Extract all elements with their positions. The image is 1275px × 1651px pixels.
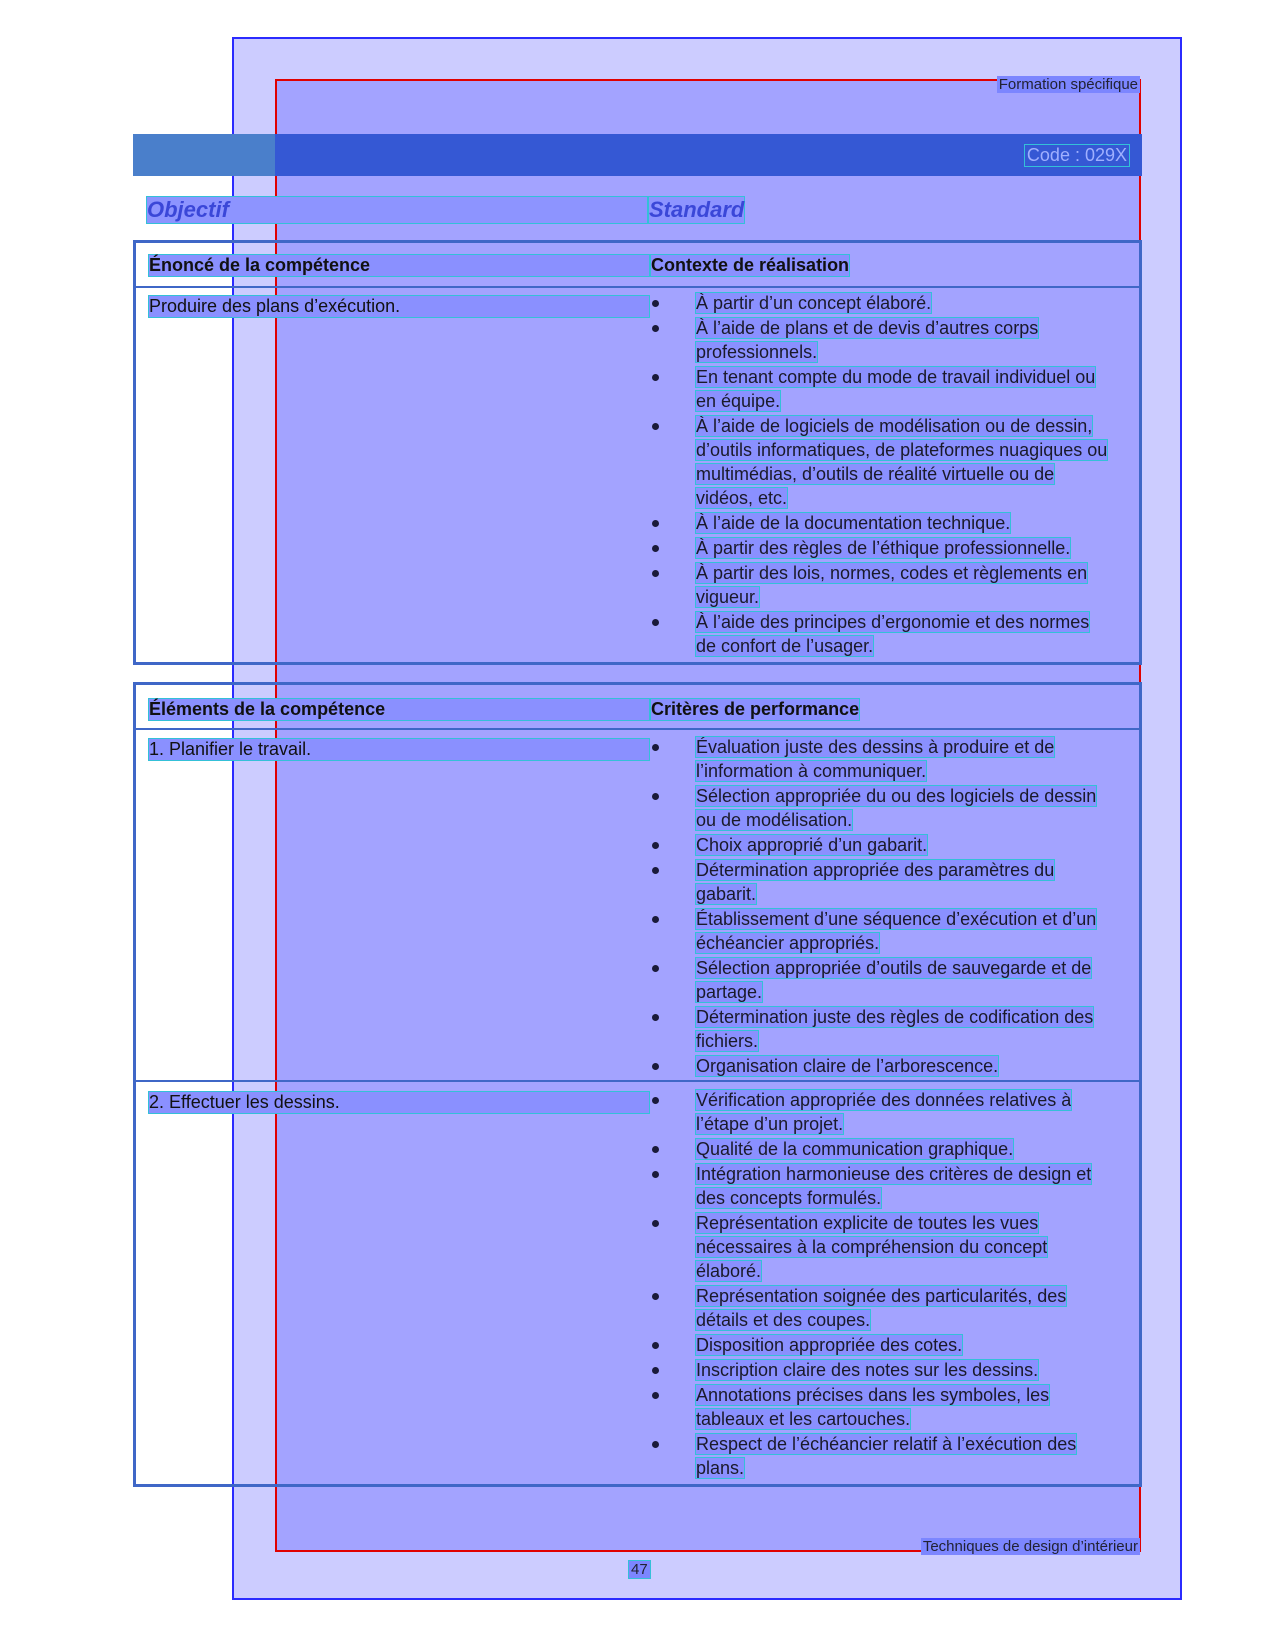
list-item-text: Disposition appropriée des cotes. (696, 1335, 963, 1355)
list-item-text: Détermination appropriée des paramètres du gabarit. (696, 860, 1055, 904)
competence-block (133, 240, 1142, 665)
criteria-list-2 (650, 1088, 1110, 1481)
list-item-text: Choix approprié d’un gabarit. (696, 835, 928, 855)
row-divider (136, 1080, 1139, 1082)
list-item (650, 956, 1110, 1004)
list-item-text: Annotations précises dans les symboles, les tableaux et les cartouches. (696, 1385, 1050, 1429)
list-item-text: Détermination juste des règles de codification des fichiers. (696, 1007, 1094, 1051)
header-divider (136, 728, 1139, 730)
list-item (650, 291, 1110, 315)
objectif-heading: Objectif (146, 196, 648, 224)
list-item-text: Organisation claire de l’arborescence. (696, 1056, 999, 1076)
header-divider (136, 286, 1139, 288)
list-item (650, 365, 1110, 413)
list-item (650, 316, 1110, 364)
list-item-text: À l’aide de logiciels de modélisation ou de dessin, d’outils informatiques, de plateformes nuagiques ou multimédias, d’outils de réalité virtuelle ou de vidéos, etc. (696, 416, 1108, 508)
list-item (650, 833, 1110, 857)
list-item (650, 1005, 1110, 1053)
list-item (650, 1162, 1110, 1210)
list-item (650, 1333, 1110, 1357)
list-item-text: Intégration harmonieuse des critères de design et des concepts formulés. (696, 1164, 1092, 1208)
list-item-text: Qualité de la communication graphique. (696, 1139, 1014, 1159)
list-item (650, 536, 1110, 560)
elements-header: Éléments de la compétence (148, 698, 650, 721)
list-item-text: À partir d’un concept élaboré. (696, 293, 932, 313)
list-item-text: Inscription claire des notes sur les dessins. (696, 1360, 1039, 1380)
contexte-header: Contexte de réalisation (651, 255, 850, 275)
competence-statement: Produire des plans d’exécution. (148, 295, 650, 318)
list-item-text: Établissement d’une séquence d’exécution et d’un échéancier appropriés. (696, 909, 1097, 953)
list-item (650, 1358, 1110, 1382)
context-list (650, 291, 1110, 659)
list-item-text: À partir des lois, normes, codes et règlements en vigueur. (696, 563, 1088, 607)
code-label: Code : 029X (1024, 144, 1130, 167)
list-item-text: À partir des règles de l’éthique professionnelle. (696, 538, 1071, 558)
element-2: 2. Effectuer les dessins. (148, 1091, 650, 1114)
list-item-text: À l’aide de plans et de devis d’autres corps professionnels. (696, 318, 1039, 362)
enonce-header: Énoncé de la compétence (148, 254, 650, 277)
list-item (650, 907, 1110, 955)
list-item (650, 858, 1110, 906)
list-item-text: À l’aide de la documentation technique. (696, 513, 1011, 533)
list-item (650, 561, 1110, 609)
criteres-header: Critères de performance (651, 699, 860, 719)
list-item (650, 511, 1110, 535)
list-item-text: Respect de l’échéancier relatif à l’exécution des plans. (696, 1434, 1077, 1478)
list-item-text: À l’aide des principes d’ergonomie et des normes de confort de l’usager. (696, 612, 1090, 656)
list-item (650, 1137, 1110, 1161)
list-item (650, 735, 1110, 783)
code-bar (133, 134, 1142, 176)
formation-label: Formation spécifique (998, 76, 1138, 93)
element-1: 1. Planifier le travail. (148, 738, 650, 761)
list-item-text: En tenant compte du mode de travail individuel ou en équipe. (696, 367, 1096, 411)
program-footer: Techniques de design d’intérieur (922, 1538, 1138, 1555)
list-item (650, 414, 1110, 510)
list-item (650, 1383, 1110, 1431)
list-item-text: Représentation soignée des particularités, des détails et des coupes. (696, 1286, 1067, 1330)
list-item (650, 784, 1110, 832)
page-number: 47 (628, 1560, 651, 1579)
list-item-text: Sélection appropriée du ou des logiciels de dessin ou de modélisation. (696, 786, 1097, 830)
list-item (650, 1284, 1110, 1332)
list-item (650, 610, 1110, 658)
list-item (650, 1054, 1110, 1078)
criteria-list-1 (650, 735, 1110, 1079)
list-item-text: Évaluation juste des dessins à produire et de l’information à communiquer. (696, 737, 1055, 781)
elements-block (133, 682, 1142, 1487)
list-item (650, 1211, 1110, 1283)
list-item-text: Sélection appropriée d’outils de sauvegarde et de partage. (696, 958, 1092, 1002)
list-item-text: Vérification appropriée des données relatives à l’étape d’un projet. (696, 1090, 1072, 1134)
standard-heading: Standard (649, 197, 745, 222)
list-item (650, 1088, 1110, 1136)
list-item (650, 1432, 1110, 1480)
list-item-text: Représentation explicite de toutes les vues nécessaires à la compréhension du concept élaboré. (696, 1213, 1048, 1281)
